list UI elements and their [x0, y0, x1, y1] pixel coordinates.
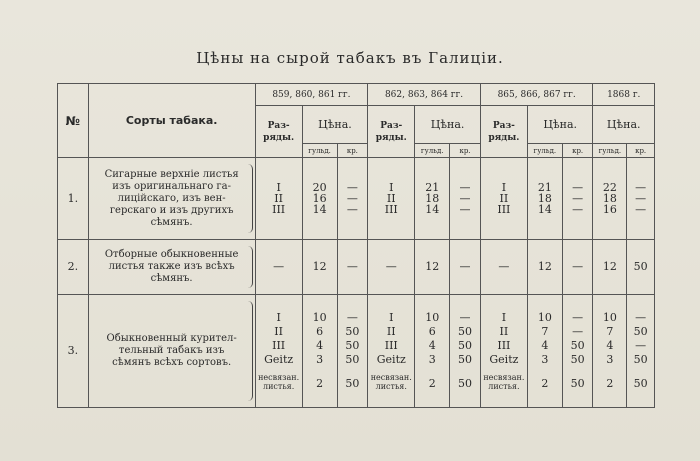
description-line: изъ оригинальнаго га- — [112, 180, 232, 192]
header-period-2: 862, 863, 864 гг. — [368, 84, 481, 106]
kreuzer-value: 50 — [457, 352, 472, 366]
grade-value: I — [501, 181, 507, 195]
gulden-value: 14 — [537, 203, 552, 217]
kreuzer-value: — — [635, 192, 647, 206]
row-description — [88, 240, 255, 294]
gulden-value: 2 — [316, 376, 324, 390]
kreuzer-value: 50 — [570, 376, 585, 390]
grade-value: Geitz — [264, 352, 294, 366]
gulden-value: 10 — [312, 310, 327, 324]
kreuzer-value: — — [572, 310, 584, 324]
kreuzer-value: 50 — [457, 376, 472, 390]
kreuzer-value: — — [572, 260, 584, 274]
kreuzer-value: 50 — [633, 352, 648, 366]
kreuzer-cell — [627, 240, 655, 294]
gulden-value: 20 — [312, 181, 327, 195]
grade-cell — [480, 158, 527, 240]
gulden-value: 18 — [537, 192, 552, 206]
gulden-value: 10 — [602, 310, 617, 324]
gulden-value: 4 — [541, 338, 549, 352]
grade-cell — [368, 158, 415, 240]
kreuzer-value: — — [346, 181, 358, 195]
grade-cell — [255, 294, 302, 407]
grade-value: II — [386, 192, 396, 206]
kreuzer-value: — — [459, 181, 471, 195]
kreuzer-value: — — [459, 203, 471, 217]
grade-cell — [368, 240, 415, 294]
kreuzer-cell — [450, 158, 481, 240]
grade-cell — [255, 240, 302, 294]
kreuzer-value: — — [635, 338, 647, 352]
header-kreuzer: кр. — [562, 144, 593, 158]
kreuzer-value: 50 — [457, 324, 472, 338]
description-line: Отборные обыкновенные — [104, 248, 239, 260]
kreuzer-value: — — [459, 192, 471, 206]
grade-value: II — [274, 324, 283, 338]
header-period-3: 865, 866, 867 гг. — [480, 84, 593, 106]
grade-value: II — [499, 324, 509, 338]
grade-value: I — [501, 310, 507, 324]
grade-value: — — [273, 260, 285, 274]
header-sorts: Сорты табака. — [88, 84, 255, 158]
grade-cell — [480, 294, 527, 407]
kreuzer-value: — — [572, 324, 584, 338]
gulden-value: 6 — [316, 324, 324, 338]
gulden-value: 21 — [425, 181, 440, 195]
grade-value: несвязан. листья. — [258, 372, 300, 391]
header-grades: Раз-ряды. — [255, 106, 302, 158]
brace-mark — [248, 164, 253, 233]
gulden-cell — [415, 294, 450, 407]
gulden-value: 6 — [428, 324, 436, 338]
gulden-cell — [527, 240, 562, 294]
kreuzer-value: — — [635, 310, 647, 324]
description-line: листья также изъ всѣхъ — [108, 260, 235, 272]
gulden-value: 3 — [606, 352, 614, 366]
kreuzer-value: — — [346, 203, 358, 217]
kreuzer-value: — — [346, 192, 358, 206]
kreuzer-value: 50 — [345, 338, 360, 352]
grade-value: III — [384, 338, 398, 352]
gulden-cell — [593, 158, 627, 240]
gulden-value: 4 — [428, 338, 436, 352]
kreuzer-value: 50 — [633, 324, 648, 338]
gulden-value: 2 — [606, 376, 614, 390]
brace-mark — [248, 301, 253, 401]
gulden-value: 10 — [425, 310, 440, 324]
gulden-value: 4 — [316, 338, 324, 352]
header-price: Цѣна. — [415, 106, 481, 144]
gulden-cell — [415, 240, 450, 294]
description-line: сѣмянъ. — [150, 272, 193, 284]
gulden-cell — [527, 294, 562, 407]
grade-cell — [255, 158, 302, 240]
kreuzer-cell — [562, 294, 593, 407]
gulden-value: 12 — [312, 260, 327, 274]
gulden-value: 3 — [316, 352, 324, 366]
header-grades: Раз-ряды. — [480, 106, 527, 158]
brace-mark — [248, 246, 253, 287]
gulden-value: 16 — [312, 192, 327, 206]
gulden-value: 7 — [606, 324, 614, 338]
header-number: № — [58, 84, 89, 158]
description-line: Сигарные верхніе листья — [104, 168, 239, 180]
header-kreuzer: кр. — [627, 144, 655, 158]
row-number: 3. — [58, 294, 89, 407]
header-grades: Раз-ряды. — [368, 106, 415, 158]
kreuzer-cell — [337, 158, 368, 240]
gulden-value: 18 — [602, 192, 617, 206]
grade-value: III — [272, 338, 286, 352]
gulden-value: 10 — [537, 310, 552, 324]
kreuzer-value: — — [635, 181, 647, 195]
kreuzer-cell — [450, 294, 481, 407]
gulden-value: 2 — [541, 376, 549, 390]
gulden-value: 14 — [312, 203, 327, 217]
grade-value: несвязан. листья. — [370, 372, 412, 391]
kreuzer-value: — — [459, 310, 471, 324]
header-gulden: гульд. — [527, 144, 562, 158]
gulden-cell — [593, 240, 627, 294]
gulden-cell — [415, 158, 450, 240]
row-description — [88, 294, 255, 407]
kreuzer-value: 50 — [570, 352, 585, 366]
header-kreuzer: кр. — [450, 144, 481, 158]
description-line: лицiйскаго, изъ вен- — [117, 192, 226, 204]
kreuzer-value: — — [572, 203, 584, 217]
gulden-value: 2 — [428, 376, 436, 390]
grade-value: Geitz — [376, 352, 406, 366]
description-line: сѣмянъ всѣхъ сортовъ. — [112, 356, 232, 368]
header-price: Цѣна. — [302, 106, 368, 144]
kreuzer-cell — [562, 158, 593, 240]
grade-value: — — [498, 260, 510, 274]
gulden-cell — [302, 240, 337, 294]
kreuzer-value: 50 — [345, 376, 360, 390]
kreuzer-cell — [562, 240, 593, 294]
grade-value: I — [389, 181, 394, 195]
grade-cell — [480, 240, 527, 294]
gulden-value: 16 — [602, 203, 617, 217]
grade-value: I — [276, 310, 281, 324]
header-price: Цѣна. — [593, 106, 655, 144]
kreuzer-value: — — [635, 203, 647, 217]
grade-value: III — [497, 338, 511, 352]
grade-value: I — [276, 181, 281, 195]
kreuzer-value: 50 — [345, 352, 360, 366]
kreuzer-value: 50 — [457, 338, 472, 352]
header-gulden: гульд. — [302, 144, 337, 158]
header-gulden: гульд. — [593, 144, 627, 158]
grade-value: — — [385, 260, 397, 274]
kreuzer-value: 50 — [570, 338, 585, 352]
grade-value: II — [499, 192, 509, 206]
header-gulden: гульд. — [415, 144, 450, 158]
kreuzer-value: — — [346, 260, 358, 274]
grade-value: Geitz — [489, 352, 519, 366]
gulden-value: 18 — [425, 192, 440, 206]
header-price: Цѣна. — [527, 106, 593, 144]
kreuzer-value: 50 — [633, 260, 648, 274]
grade-value: III — [497, 203, 511, 217]
header-kreuzer: кр. — [337, 144, 368, 158]
gulden-value: 4 — [606, 338, 614, 352]
kreuzer-cell — [337, 294, 368, 407]
grade-value: II — [274, 192, 283, 206]
row-number: 2. — [58, 240, 89, 294]
gulden-value: 22 — [602, 181, 617, 195]
kreuzer-value: — — [572, 181, 584, 195]
gulden-cell — [302, 158, 337, 240]
grade-value: III — [384, 203, 398, 217]
grade-cell — [368, 294, 415, 407]
kreuzer-cell — [627, 158, 655, 240]
kreuzer-cell — [450, 240, 481, 294]
gulden-value: 3 — [428, 352, 436, 366]
row-number: 1. — [58, 158, 89, 240]
gulden-value: 7 — [541, 324, 549, 338]
gulden-value: 3 — [541, 352, 549, 366]
gulden-value: 12 — [537, 260, 552, 274]
page-title: Цѣны на сырой табакъ въ Галиціи. — [196, 49, 504, 67]
gulden-cell — [302, 294, 337, 407]
kreuzer-cell — [627, 294, 655, 407]
header-period-4: 1868 г. — [593, 84, 655, 106]
grade-value: I — [389, 310, 394, 324]
gulden-value: 14 — [425, 203, 440, 217]
table-row — [58, 294, 655, 407]
gulden-value: 12 — [425, 260, 440, 274]
description-line: тельный табакъ изъ — [118, 344, 225, 356]
table-row — [58, 240, 655, 294]
grade-value: II — [386, 324, 396, 338]
gulden-cell — [593, 294, 627, 407]
table-row — [58, 158, 655, 240]
tobacco-price-table — [57, 83, 655, 408]
gulden-cell — [527, 158, 562, 240]
kreuzer-value: — — [346, 310, 358, 324]
kreuzer-value: 50 — [633, 376, 648, 390]
grade-value: III — [272, 203, 286, 217]
kreuzer-value: 50 — [345, 324, 360, 338]
kreuzer-value: — — [459, 260, 471, 274]
row-description — [88, 158, 255, 240]
header-period-1: 859, 860, 861 гг. — [255, 84, 368, 106]
kreuzer-value: — — [572, 192, 584, 206]
gulden-value: 12 — [602, 260, 617, 274]
description-line: сѣмянъ. — [150, 216, 193, 228]
grade-value: несвязан. листья. — [483, 372, 525, 391]
description-line: Обыкновенный курител- — [106, 332, 237, 344]
gulden-value: 21 — [537, 181, 552, 195]
description-line: герскаго и изъ другихъ — [109, 204, 234, 216]
kreuzer-cell — [337, 240, 368, 294]
